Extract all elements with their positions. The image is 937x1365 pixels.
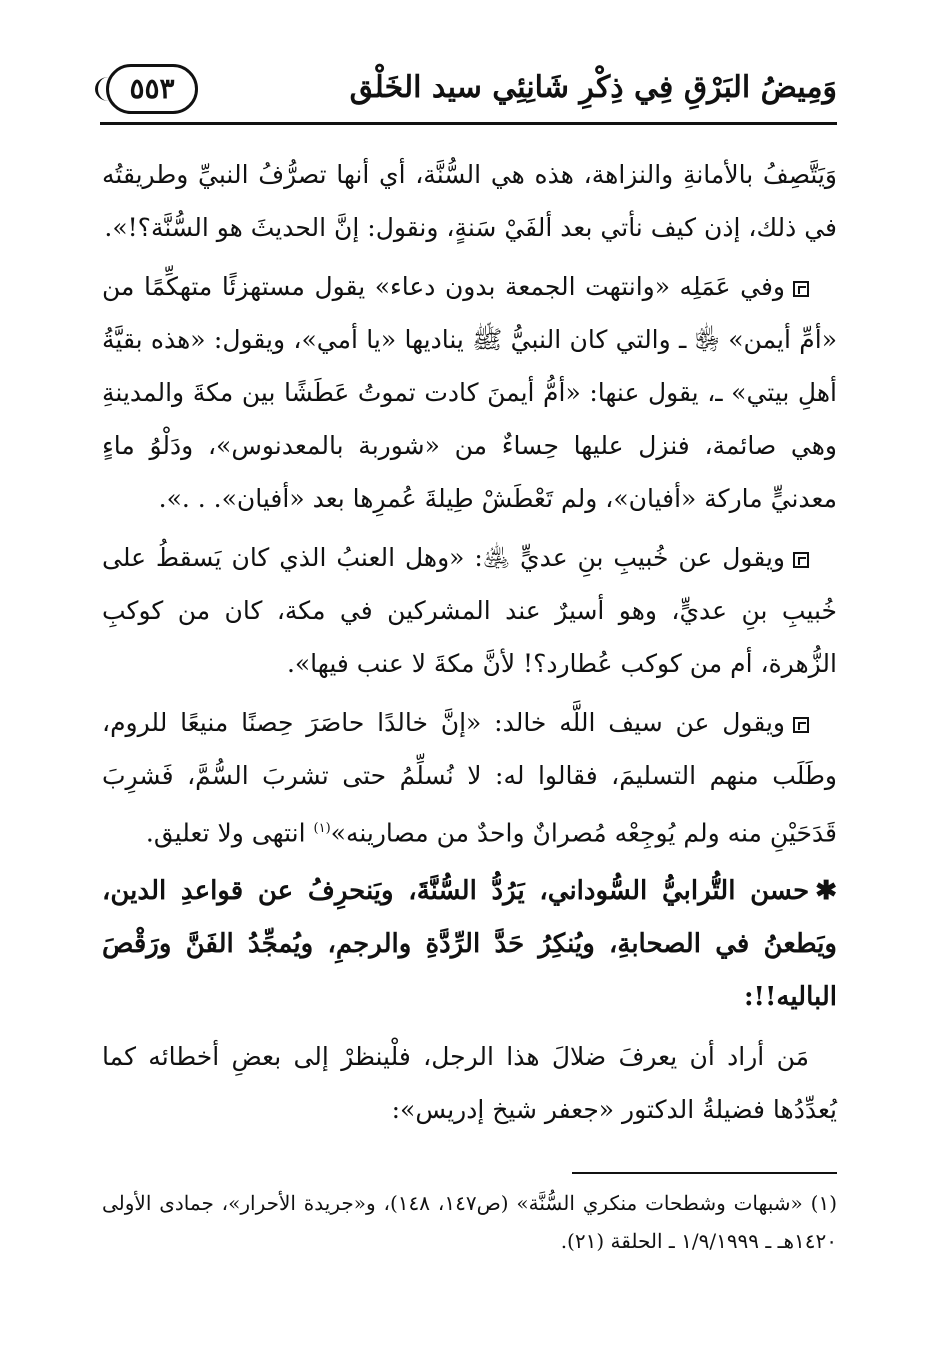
page-body — [102, 148, 837, 1142]
asterisk-icon: ✱ — [815, 876, 837, 907]
square-bullet-icon — [793, 717, 809, 733]
paragraph-khubayb-text: ويقول عن خُبيبِ بنِ عديٍّ ﵁: «وهل العنبُ الذي كان يَسقطُ على خُبيبِ بنِ عديٍّ، وهو أسيرٌ عند المشركين في مكة، كان من كوكبِ الزُّهرة، أم من كوكب عُطارد؟! لأنَّ مكةَ لا عنب فيها». — [102, 543, 837, 678]
page-number-frame — [106, 64, 198, 114]
page-number: ٥٥٣ — [129, 72, 175, 105]
paragraph-continuation: وَيَتَّصِفُ بالأمانةِ والنزاهة، هذه هي السُّنَّة، أي أنها تصرُّفُ النبيِّ وطريقتُه في ذلك، إذن كيف نأتي بعد ألفَيْ سَنةٍ، ونقول: إنَّ الحديثَ هو السُّنَّة؟!». — [102, 160, 837, 242]
paragraph-intro-errors: مَن أراد أن يعرفَ ضلالَ هذا الرجل، فلْينظرْ إلى بعضِ أخطائه كما يُعدِّدُها فضيلةُ الدكتور «جعفر شيخ إدريس»: — [102, 1042, 837, 1125]
paragraph-khubayb — [102, 531, 837, 690]
paragraph-umm-ayman-text: وفي عَمَلِه «وانتهت الجمعة بدون دعاء» يقول مستهزئًا متهكِّمًا من «أمِّ أيمن» ﵂ ـ والتي كان النبيُّ ﷺ يناديها «يا أمي»، ويقول: «هذه بقيَّةُ أهلِ بيتي» ـ، يقول عنها: «أمُّ أيمنَ كادت تموتُ عَطَشًا بين مكةَ والمدينةِ وهي صائمة، فنزل عليها حِساءٌ من «شوربة بالمعدنوس»، ودَلْوُ ماءٍ معدنيٍّ ماركة «أفيان»، ولم تَعْطَشْ طِيلةَ عُمرِها بعد «أفيان». . .». — [102, 272, 837, 513]
square-bullet-icon — [793, 552, 809, 568]
footnote-reference: (١) — [313, 821, 331, 836]
running-title: وَمِيضُ البَرْقِ فِي ذِكْرِ شَانِئِي سيد الخَلْق — [349, 70, 837, 105]
footnote-separator — [572, 1172, 837, 1174]
paragraph-khalid-text: ويقول عن سيف اللَّه خالد: «إنَّ خالدًا حاصَرَ حِصنًا منيعًا للروم، وطَلَب منهم التسليمَ، فقالوا له: لا نُسلِّمُ حتى تشربَ السُّمَّ، فَشرِبَ قَدَحَيْنِ منه ولم يُوجِعْه مُصرانٌ واحدٌ من مصارينه» — [102, 708, 837, 848]
paragraph-khalid-ending: انتهى ولا تعليق. — [145, 818, 314, 848]
page-header — [100, 62, 837, 128]
footnote: (١) «شبهات وشطحات منكري السُّنَّة» (ص١٤٧، ١٤٨)، و«جريدة الأحرار»، جمادى الأولى ١٤٢٠هـ ـ ١/٩/١٩٩٩ ـ الحلقة (٢١). — [102, 1191, 837, 1253]
section-heading-turabi — [102, 865, 837, 1024]
square-bullet-icon — [793, 281, 809, 297]
paragraph-umm-ayman — [102, 260, 837, 525]
paragraph-khalid — [102, 696, 837, 859]
section-heading-text: حسن التُّرابيُّ السُّوداني، يَرُدُّ السُّنَّةَ، ويَنحرِفُ عن قواعدِ الدين، ويَطعنُ في الصحابةِ، ويُنكِرُ حَدَّ الرِّدَّةِ والرجمِ، ويُمجِّدُ الفَنَّ ورَقْصَ الباليه!!: — [102, 876, 837, 1013]
header-rule — [100, 122, 837, 125]
